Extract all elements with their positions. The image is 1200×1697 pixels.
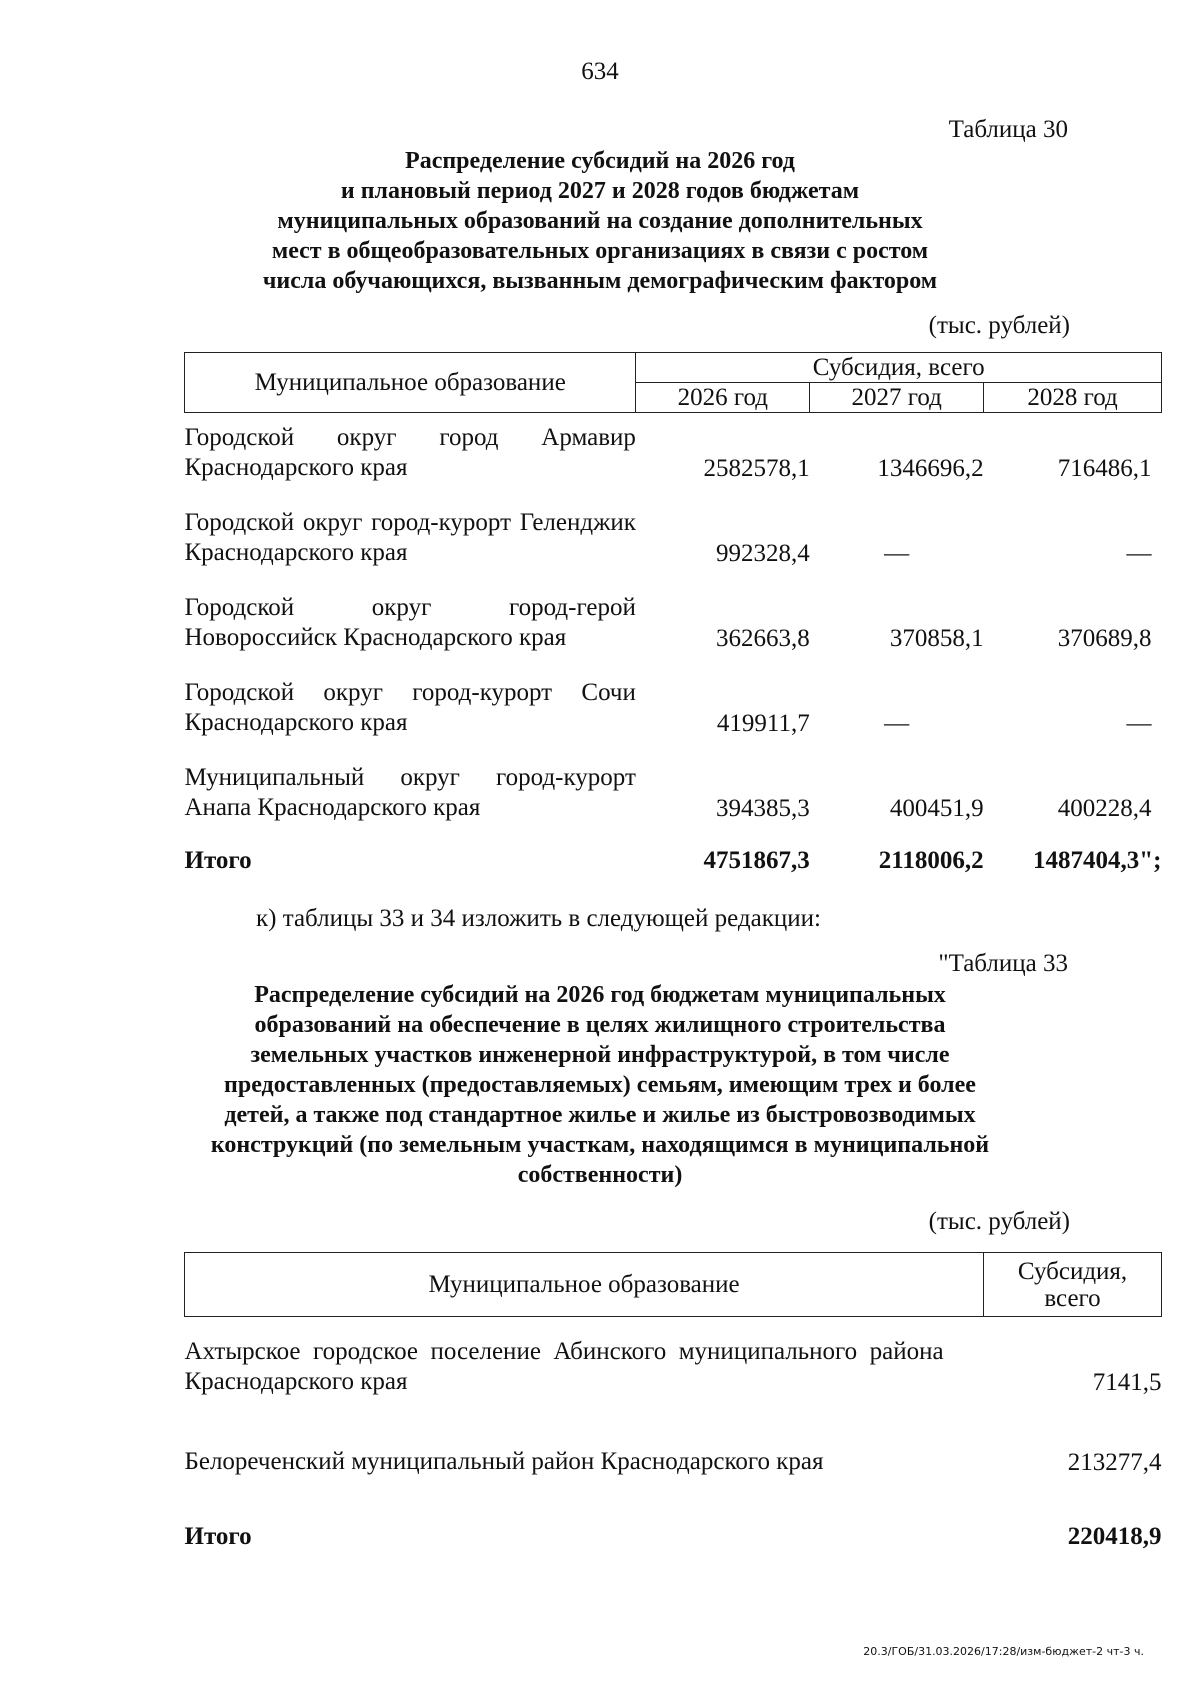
cell-2028: — — [1126, 709, 1152, 737]
cell-2027: — — [884, 709, 910, 737]
table-total-row — [185, 1477, 1162, 1551]
table-row — [185, 1397, 1162, 1477]
row-name: Ахтырское городское поселение Абинского муниципального района Краснодарского края — [184, 1337, 944, 1395]
title-line: детей, а также под стандартное жилье и жилье из быстровозводимых — [224, 1102, 976, 1128]
row-name: Городской округ город-герой Новороссийск Краснодарского края — [184, 593, 636, 651]
cell-2027: — — [884, 539, 910, 567]
table-row — [185, 483, 1162, 568]
total-2027: 2118006,2 — [878, 846, 984, 874]
row-name: Городской округ город-курорт Сочи Краснодарского края — [184, 678, 636, 736]
table-row — [185, 1317, 1162, 1397]
cell-2027: 1346696,2 — [877, 454, 984, 482]
title-line: земельных участков инженерной инфраструктурой, в том числе — [250, 1042, 950, 1068]
footer-code: 20.3/ГОБ/31.03.2026/17:28/изм-бюджет-2 чт-3 ч. — [863, 1645, 1144, 1658]
title-line: Распределение субсидий на 2026 год — [405, 148, 795, 174]
table-33-units: (тыс. рублей) — [928, 1208, 1070, 1235]
header-year-2026: 2026 год — [636, 383, 810, 413]
cell-2026: 992328,4 — [715, 539, 810, 567]
cell-2026: 362663,8 — [715, 624, 810, 652]
table-33-label: "Таблица 33 — [938, 950, 1068, 977]
table-30-label: Таблица 30 — [948, 116, 1068, 143]
intro-text: к) таблицы 33 и 34 изложить в следующей редакции: — [256, 905, 821, 932]
table-30-units: (тыс. рублей) — [928, 312, 1070, 339]
cell-value: 7141,5 — [1092, 1368, 1162, 1396]
cell-value: 213277,4 — [1067, 1448, 1162, 1476]
row-name: Белореченский муниципальный район Краснодарского края — [184, 1447, 824, 1475]
table-row — [185, 413, 1162, 483]
total-label: Итого — [184, 1522, 252, 1550]
header-subsidy-line1: Субсидия, — [1017, 1257, 1128, 1285]
table-row — [185, 653, 1162, 738]
cell-2028: — — [1126, 539, 1152, 567]
table-row — [185, 568, 1162, 653]
title-line: муниципальных образований на создание дополнительных — [277, 208, 923, 234]
table-30-title — [150, 146, 1050, 296]
cell-2026: 2582578,1 — [703, 454, 810, 482]
total-label: Итого — [184, 846, 252, 874]
page-number: 634 — [581, 58, 619, 85]
title-line: Распределение субсидий на 2026 год бюджетам муниципальных — [254, 982, 946, 1008]
cell-2027: 400451,9 — [889, 794, 984, 822]
row-name: Городской округ город Армавир Краснодарского края — [184, 423, 636, 481]
title-line: числа обучающихся, вызванным демографическим фактором — [262, 268, 938, 294]
header-subsidy-line2: всего — [1044, 1284, 1101, 1312]
title-line: собственности) — [517, 1162, 683, 1188]
cell-2028: 370689,8 — [1057, 624, 1152, 652]
total-2026: 4751867,3 — [703, 846, 810, 874]
table-total-row — [185, 823, 1162, 875]
header-municipality: Муниципальное образование — [185, 353, 636, 413]
header-municipality: Муниципальное образование — [185, 1253, 984, 1317]
total-value: 220418,9 — [1067, 1522, 1162, 1550]
header-year-2027: 2027 год — [810, 383, 984, 413]
title-line: и плановый период 2027 и 2028 годов бюджетам — [340, 178, 860, 204]
row-name: Городской округ город-курорт Геленджик Краснодарского края — [184, 508, 636, 566]
table-33 — [184, 1252, 1162, 1551]
cell-2028: 400228,4 — [1057, 794, 1152, 822]
title-line: предоставленных (предоставляемых) семьям, имеющим трех и более — [224, 1072, 976, 1098]
total-2028: 1487404,3"; — [1033, 846, 1162, 874]
header-year-2028: 2028 год — [984, 383, 1162, 413]
title-line: конструкций (по земельным участкам, находящимся в муниципальной — [210, 1132, 990, 1158]
table-33-title — [150, 980, 1050, 1190]
title-line: образований на обеспечение в целях жилищного строительства — [254, 1012, 946, 1038]
row-name: Муниципальный округ город-курорт Анапа Краснодарского края — [184, 763, 636, 821]
title-line: мест в общеобразовательных организациях в связи с ростом — [271, 238, 929, 264]
header-subsidy-total — [984, 1253, 1162, 1317]
cell-2026: 419911,7 — [716, 709, 810, 737]
table-30 — [184, 352, 1162, 875]
cell-2028: 716486,1 — [1057, 454, 1152, 482]
table-row — [185, 738, 1162, 823]
header-subsidy-total: Субсидия, всего — [636, 353, 1162, 383]
cell-2026: 394385,3 — [715, 794, 810, 822]
cell-2027: 370858,1 — [889, 624, 984, 652]
